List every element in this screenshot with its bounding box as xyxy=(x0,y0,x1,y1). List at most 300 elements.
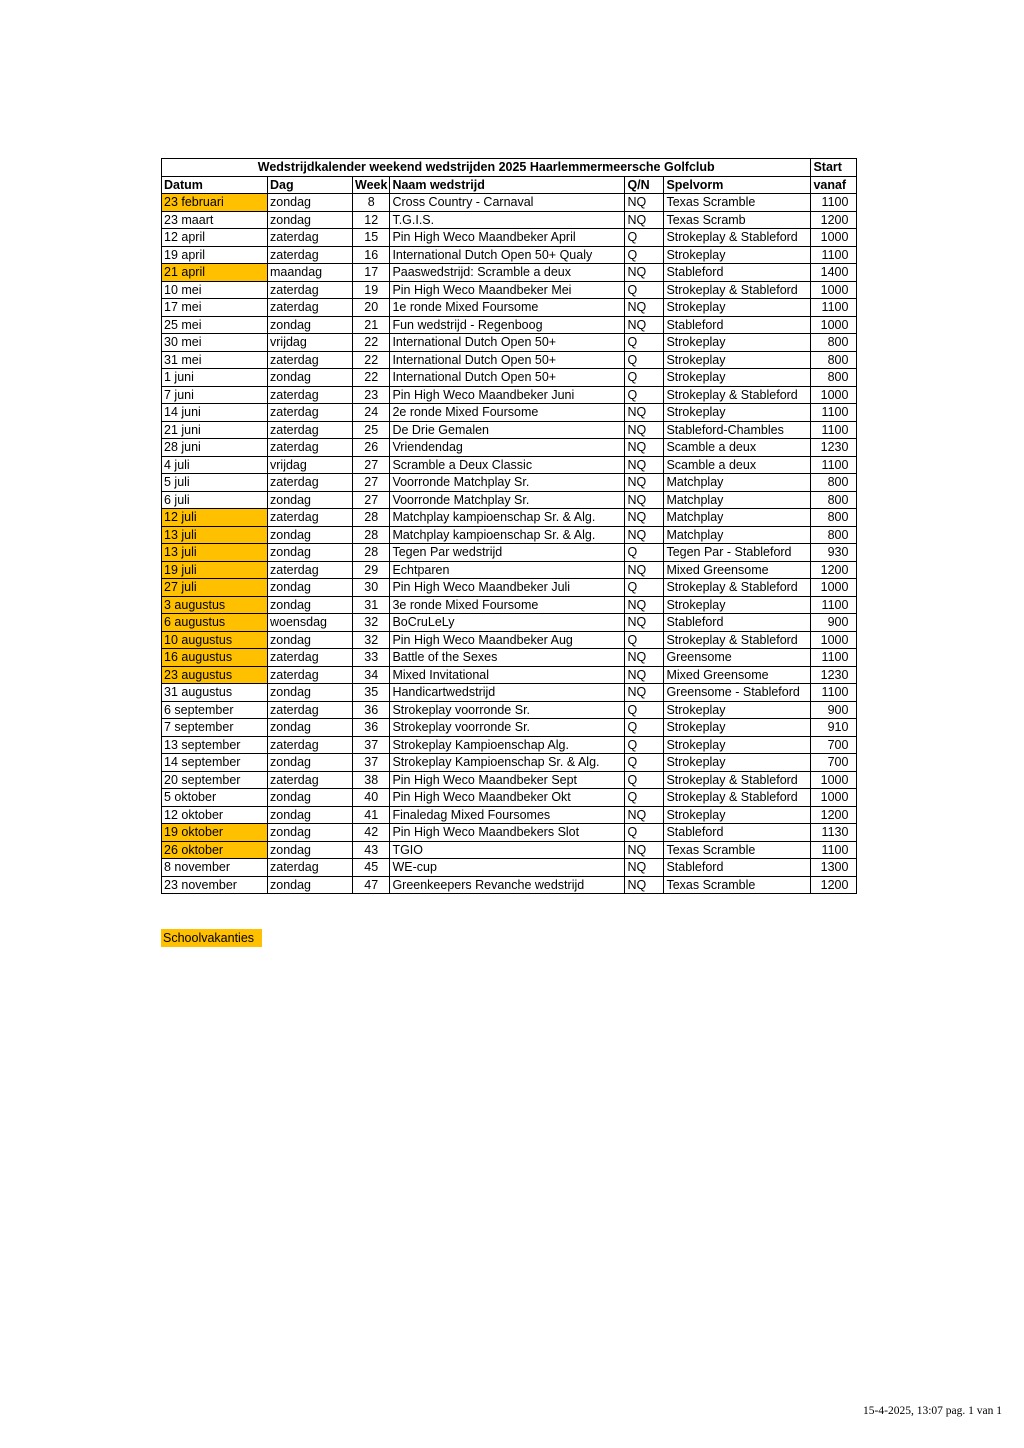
cell-datum: 27 juli xyxy=(162,579,268,597)
cell-dag: zaterdag xyxy=(268,771,353,789)
cell-datum: 21 april xyxy=(162,264,268,282)
cell-datum: 6 augustus xyxy=(162,614,268,632)
cell-qn: Q xyxy=(625,246,664,264)
table-row xyxy=(162,351,857,369)
cell-start: 1130 xyxy=(811,824,857,842)
cell-week: 45 xyxy=(353,859,390,877)
cell-dag: zaterdag xyxy=(268,509,353,527)
table-row xyxy=(162,369,857,387)
cell-dag: vrijdag xyxy=(268,456,353,474)
cell-datum: 28 juni xyxy=(162,439,268,457)
cell-datum: 13 juli xyxy=(162,526,268,544)
cell-spelvorm: Stableford xyxy=(664,824,811,842)
cell-qn: NQ xyxy=(625,474,664,492)
cell-spelvorm: Strokeplay & Stableford xyxy=(664,281,811,299)
cell-spelvorm: Stableford xyxy=(664,859,811,877)
cell-week: 33 xyxy=(353,649,390,667)
cell-start: 1000 xyxy=(811,316,857,334)
cell-dag: zondag xyxy=(268,841,353,859)
table-body xyxy=(162,194,857,894)
cell-week: 32 xyxy=(353,631,390,649)
cell-datum: 10 augustus xyxy=(162,631,268,649)
cell-start: 1100 xyxy=(811,299,857,317)
cell-week: 37 xyxy=(353,754,390,772)
cell-qn: Q xyxy=(625,754,664,772)
table-row xyxy=(162,631,857,649)
cell-datum: 12 april xyxy=(162,229,268,247)
table-row xyxy=(162,456,857,474)
cell-naam: Echtparen xyxy=(390,561,625,579)
cell-dag: zaterdag xyxy=(268,701,353,719)
cell-qn: NQ xyxy=(625,684,664,702)
cell-start: 1000 xyxy=(811,579,857,597)
cell-qn: NQ xyxy=(625,456,664,474)
cell-dag: zondag xyxy=(268,806,353,824)
cell-dag: zondag xyxy=(268,789,353,807)
cell-week: 43 xyxy=(353,841,390,859)
cell-naam: International Dutch Open 50+ xyxy=(390,334,625,352)
competition-calendar-table xyxy=(161,158,857,894)
cell-spelvorm: Strokeplay & Stableford xyxy=(664,789,811,807)
cell-qn: NQ xyxy=(625,806,664,824)
cell-datum: 21 juni xyxy=(162,421,268,439)
cell-dag: zondag xyxy=(268,194,353,212)
cell-naam: T.G.I.S. xyxy=(390,211,625,229)
cell-datum: 13 juli xyxy=(162,544,268,562)
cell-dag: zaterdag xyxy=(268,439,353,457)
table-row xyxy=(162,229,857,247)
cell-datum: 6 juli xyxy=(162,491,268,509)
cell-dag: zondag xyxy=(268,719,353,737)
cell-spelvorm: Strokeplay & Stableford xyxy=(664,579,811,597)
cell-datum: 31 augustus xyxy=(162,684,268,702)
cell-qn: NQ xyxy=(625,614,664,632)
legend-school-holidays: Schoolvakanties xyxy=(161,929,262,947)
table-row xyxy=(162,386,857,404)
cell-week: 32 xyxy=(353,614,390,632)
cell-start: 900 xyxy=(811,701,857,719)
cell-qn: NQ xyxy=(625,211,664,229)
cell-naam: Tegen Par wedstrijd xyxy=(390,544,625,562)
cell-datum: 7 juni xyxy=(162,386,268,404)
cell-week: 34 xyxy=(353,666,390,684)
table-row xyxy=(162,806,857,824)
cell-naam: Pin High Weco Maandbeker Sept xyxy=(390,771,625,789)
cell-start: 800 xyxy=(811,334,857,352)
cell-naam: Handicartwedstrijd xyxy=(390,684,625,702)
cell-datum: 23 maart xyxy=(162,211,268,229)
cell-week: 31 xyxy=(353,596,390,614)
cell-naam: TGIO xyxy=(390,841,625,859)
cell-week: 47 xyxy=(353,876,390,894)
cell-naam: Pin High Weco Maandbeker Mei xyxy=(390,281,625,299)
cell-naam: Mixed Invitational xyxy=(390,666,625,684)
cell-start: 1100 xyxy=(811,684,857,702)
cell-naam: WE-cup xyxy=(390,859,625,877)
table-row xyxy=(162,579,857,597)
cell-start: 1100 xyxy=(811,246,857,264)
cell-dag: zaterdag xyxy=(268,859,353,877)
cell-qn: Q xyxy=(625,351,664,369)
cell-naam: Finaledag Mixed Foursomes xyxy=(390,806,625,824)
table-row xyxy=(162,211,857,229)
table-row xyxy=(162,701,857,719)
cell-naam: Scramble a Deux Classic xyxy=(390,456,625,474)
cell-spelvorm: Stableford xyxy=(664,316,811,334)
cell-spelvorm: Greensome - Stableford xyxy=(664,684,811,702)
cell-week: 24 xyxy=(353,404,390,422)
cell-start: 1000 xyxy=(811,631,857,649)
cell-datum: 14 september xyxy=(162,754,268,772)
cell-week: 23 xyxy=(353,386,390,404)
cell-qn: Q xyxy=(625,789,664,807)
cell-qn: Q xyxy=(625,771,664,789)
table-row xyxy=(162,789,857,807)
cell-datum: 26 oktober xyxy=(162,841,268,859)
cell-dag: zondag xyxy=(268,684,353,702)
cell-qn: Q xyxy=(625,824,664,842)
table-row xyxy=(162,246,857,264)
cell-start: 800 xyxy=(811,491,857,509)
cell-week: 28 xyxy=(353,509,390,527)
cell-qn: NQ xyxy=(625,859,664,877)
table-row xyxy=(162,841,857,859)
cell-spelvorm: Strokeplay xyxy=(664,334,811,352)
cell-week: 25 xyxy=(353,421,390,439)
cell-dag: zaterdag xyxy=(268,281,353,299)
header-dag: Dag xyxy=(268,176,353,194)
cell-datum: 19 oktober xyxy=(162,824,268,842)
table-row xyxy=(162,509,857,527)
cell-datum: 12 oktober xyxy=(162,806,268,824)
cell-spelvorm: Scamble a deux xyxy=(664,456,811,474)
cell-qn: NQ xyxy=(625,561,664,579)
cell-start: 800 xyxy=(811,474,857,492)
cell-naam: Strokeplay Kampioenschap Sr. & Alg. xyxy=(390,754,625,772)
cell-dag: zondag xyxy=(268,824,353,842)
cell-week: 22 xyxy=(353,369,390,387)
cell-dag: zaterdag xyxy=(268,229,353,247)
cell-datum: 8 november xyxy=(162,859,268,877)
cell-datum: 12 juli xyxy=(162,509,268,527)
start-header-top: Start xyxy=(811,159,857,177)
cell-datum: 19 juli xyxy=(162,561,268,579)
cell-week: 16 xyxy=(353,246,390,264)
cell-spelvorm: Strokeplay xyxy=(664,369,811,387)
cell-spelvorm: Stableford-Chambles xyxy=(664,421,811,439)
cell-start: 700 xyxy=(811,754,857,772)
table-row xyxy=(162,281,857,299)
cell-spelvorm: Scamble a deux xyxy=(664,439,811,457)
cell-spelvorm: Stableford xyxy=(664,264,811,282)
cell-spelvorm: Tegen Par - Stableford xyxy=(664,544,811,562)
cell-naam: Pin High Weco Maandbeker Okt xyxy=(390,789,625,807)
cell-spelvorm: Texas Scramble xyxy=(664,841,811,859)
cell-spelvorm: Strokeplay xyxy=(664,299,811,317)
cell-datum: 30 mei xyxy=(162,334,268,352)
table-row xyxy=(162,421,857,439)
cell-dag: zaterdag xyxy=(268,299,353,317)
cell-datum: 20 september xyxy=(162,771,268,789)
cell-spelvorm: Mixed Greensome xyxy=(664,561,811,579)
header-qn: Q/N xyxy=(625,176,664,194)
cell-spelvorm: Texas Scramble xyxy=(664,876,811,894)
cell-dag: zondag xyxy=(268,211,353,229)
cell-datum: 1 juni xyxy=(162,369,268,387)
cell-qn: NQ xyxy=(625,194,664,212)
cell-datum: 13 september xyxy=(162,736,268,754)
cell-start: 800 xyxy=(811,509,857,527)
table-row xyxy=(162,666,857,684)
cell-dag: zaterdag xyxy=(268,404,353,422)
cell-qn: NQ xyxy=(625,649,664,667)
cell-week: 30 xyxy=(353,579,390,597)
cell-week: 40 xyxy=(353,789,390,807)
cell-datum: 19 april xyxy=(162,246,268,264)
cell-naam: Strokeplay voorronde Sr. xyxy=(390,719,625,737)
cell-qn: Q xyxy=(625,229,664,247)
cell-week: 36 xyxy=(353,701,390,719)
cell-naam: Paaswedstrijd: Scramble a deux xyxy=(390,264,625,282)
cell-dag: zondag xyxy=(268,316,353,334)
table-row xyxy=(162,264,857,282)
header-week: Week xyxy=(353,176,390,194)
cell-naam: Matchplay kampioenschap Sr. & Alg. xyxy=(390,509,625,527)
cell-start: 1000 xyxy=(811,789,857,807)
cell-start: 1200 xyxy=(811,876,857,894)
table-row xyxy=(162,544,857,562)
cell-spelvorm: Strokeplay xyxy=(664,736,811,754)
cell-datum: 4 juli xyxy=(162,456,268,474)
cell-dag: zondag xyxy=(268,491,353,509)
cell-spelvorm: Matchplay xyxy=(664,491,811,509)
table-row xyxy=(162,334,857,352)
cell-qn: Q xyxy=(625,719,664,737)
cell-datum: 10 mei xyxy=(162,281,268,299)
cell-spelvorm: Strokeplay & Stableford xyxy=(664,631,811,649)
cell-start: 1100 xyxy=(811,841,857,859)
cell-qn: Q xyxy=(625,701,664,719)
cell-datum: 6 september xyxy=(162,701,268,719)
cell-start: 1100 xyxy=(811,421,857,439)
cell-week: 20 xyxy=(353,299,390,317)
cell-datum: 23 augustus xyxy=(162,666,268,684)
cell-week: 27 xyxy=(353,491,390,509)
cell-qn: NQ xyxy=(625,876,664,894)
cell-naam: International Dutch Open 50+ xyxy=(390,369,625,387)
cell-spelvorm: Strokeplay xyxy=(664,754,811,772)
cell-spelvorm: Strokeplay xyxy=(664,701,811,719)
cell-naam: International Dutch Open 50+ xyxy=(390,351,625,369)
cell-naam: BoCruLeLy xyxy=(390,614,625,632)
cell-spelvorm: Strokeplay xyxy=(664,404,811,422)
table-row xyxy=(162,439,857,457)
cell-naam: Voorronde Matchplay Sr. xyxy=(390,474,625,492)
cell-naam: Greenkeepers Revanche wedstrijd xyxy=(390,876,625,894)
table-row xyxy=(162,561,857,579)
cell-qn: NQ xyxy=(625,596,664,614)
cell-dag: zaterdag xyxy=(268,246,353,264)
cell-dag: zondag xyxy=(268,876,353,894)
table-title: Wedstrijdkalender weekend wedstrijden 2025 Haarlemmermeersche Golfclub xyxy=(162,159,811,177)
cell-dag: zaterdag xyxy=(268,421,353,439)
cell-week: 37 xyxy=(353,736,390,754)
cell-qn: Q xyxy=(625,386,664,404)
cell-qn: NQ xyxy=(625,666,664,684)
table-row xyxy=(162,474,857,492)
cell-qn: NQ xyxy=(625,509,664,527)
page-footer: 15-4-2025, 13:07 pag. 1 van 1 xyxy=(863,1405,1002,1417)
cell-spelvorm: Stableford xyxy=(664,614,811,632)
cell-naam: Pin High Weco Maandbeker Juli xyxy=(390,579,625,597)
header-naam: Naam wedstrijd xyxy=(390,176,625,194)
cell-week: 41 xyxy=(353,806,390,824)
cell-qn: NQ xyxy=(625,404,664,422)
cell-dag: zondag xyxy=(268,754,353,772)
cell-spelvorm: Strokeplay xyxy=(664,351,811,369)
cell-spelvorm: Strokeplay & Stableford xyxy=(664,386,811,404)
cell-start: 1100 xyxy=(811,404,857,422)
cell-start: 1400 xyxy=(811,264,857,282)
cell-naam: Fun wedstrijd - Regenboog xyxy=(390,316,625,334)
cell-qn: NQ xyxy=(625,526,664,544)
table-row xyxy=(162,299,857,317)
cell-week: 35 xyxy=(353,684,390,702)
cell-start: 930 xyxy=(811,544,857,562)
cell-qn: Q xyxy=(625,579,664,597)
cell-spelvorm: Matchplay xyxy=(664,474,811,492)
cell-qn: NQ xyxy=(625,421,664,439)
cell-start: 1100 xyxy=(811,194,857,212)
cell-week: 15 xyxy=(353,229,390,247)
cell-spelvorm: Greensome xyxy=(664,649,811,667)
cell-naam: Battle of the Sexes xyxy=(390,649,625,667)
cell-datum: 17 mei xyxy=(162,299,268,317)
cell-qn: NQ xyxy=(625,491,664,509)
cell-week: 12 xyxy=(353,211,390,229)
cell-spelvorm: Matchplay xyxy=(664,526,811,544)
cell-week: 28 xyxy=(353,526,390,544)
cell-start: 1100 xyxy=(811,596,857,614)
cell-qn: NQ xyxy=(625,316,664,334)
cell-start: 800 xyxy=(811,526,857,544)
cell-start: 1200 xyxy=(811,561,857,579)
table-row xyxy=(162,754,857,772)
cell-naam: Pin High Weco Maandbeker Juni xyxy=(390,386,625,404)
cell-start: 800 xyxy=(811,351,857,369)
table-row xyxy=(162,876,857,894)
cell-datum: 3 augustus xyxy=(162,596,268,614)
cell-week: 17 xyxy=(353,264,390,282)
cell-start: 1300 xyxy=(811,859,857,877)
cell-naam: 2e ronde Mixed Foursome xyxy=(390,404,625,422)
table-row xyxy=(162,596,857,614)
cell-naam: Strokeplay Kampioenschap Alg. xyxy=(390,736,625,754)
cell-qn: Q xyxy=(625,281,664,299)
cell-spelvorm: Strokeplay xyxy=(664,719,811,737)
table-row xyxy=(162,526,857,544)
cell-qn: Q xyxy=(625,334,664,352)
cell-week: 42 xyxy=(353,824,390,842)
table-row xyxy=(162,719,857,737)
cell-spelvorm: Strokeplay & Stableford xyxy=(664,229,811,247)
cell-qn: NQ xyxy=(625,439,664,457)
cell-datum: 5 oktober xyxy=(162,789,268,807)
cell-naam: Voorronde Matchplay Sr. xyxy=(390,491,625,509)
cell-naam: Strokeplay voorronde Sr. xyxy=(390,701,625,719)
cell-week: 19 xyxy=(353,281,390,299)
cell-spelvorm: Mixed Greensome xyxy=(664,666,811,684)
cell-spelvorm: Strokeplay xyxy=(664,246,811,264)
cell-start: 1230 xyxy=(811,666,857,684)
cell-week: 36 xyxy=(353,719,390,737)
cell-naam: Pin High Weco Maandbeker Aug xyxy=(390,631,625,649)
cell-datum: 23 februari xyxy=(162,194,268,212)
cell-start: 800 xyxy=(811,369,857,387)
cell-spelvorm: Texas Scramb xyxy=(664,211,811,229)
cell-week: 22 xyxy=(353,334,390,352)
table-row xyxy=(162,649,857,667)
cell-qn: NQ xyxy=(625,841,664,859)
cell-start: 900 xyxy=(811,614,857,632)
cell-start: 1000 xyxy=(811,281,857,299)
cell-week: 26 xyxy=(353,439,390,457)
cell-naam: 1e ronde Mixed Foursome xyxy=(390,299,625,317)
cell-dag: zaterdag xyxy=(268,649,353,667)
table-row xyxy=(162,614,857,632)
cell-naam: 3e ronde Mixed Foursome xyxy=(390,596,625,614)
cell-dag: zondag xyxy=(268,579,353,597)
header-spelvorm: Spelvorm xyxy=(664,176,811,194)
table-row xyxy=(162,736,857,754)
cell-naam: Vriendendag xyxy=(390,439,625,457)
cell-spelvorm: Strokeplay xyxy=(664,806,811,824)
table-row xyxy=(162,316,857,334)
cell-qn: Q xyxy=(625,736,664,754)
cell-start: 1000 xyxy=(811,229,857,247)
header-vanaf: vanaf xyxy=(811,176,857,194)
cell-week: 38 xyxy=(353,771,390,789)
table-row xyxy=(162,859,857,877)
cell-qn: NQ xyxy=(625,299,664,317)
cell-datum: 23 november xyxy=(162,876,268,894)
cell-spelvorm: Strokeplay xyxy=(664,596,811,614)
cell-start: 910 xyxy=(811,719,857,737)
table-row xyxy=(162,491,857,509)
cell-qn: Q xyxy=(625,544,664,562)
cell-naam: Matchplay kampioenschap Sr. & Alg. xyxy=(390,526,625,544)
table-row xyxy=(162,404,857,422)
cell-dag: zondag xyxy=(268,596,353,614)
cell-week: 22 xyxy=(353,351,390,369)
cell-start: 1200 xyxy=(811,211,857,229)
cell-start: 700 xyxy=(811,736,857,754)
table-row xyxy=(162,771,857,789)
cell-naam: Pin High Weco Maandbekers Slot xyxy=(390,824,625,842)
cell-dag: zaterdag xyxy=(268,666,353,684)
cell-dag: maandag xyxy=(268,264,353,282)
cell-dag: zaterdag xyxy=(268,561,353,579)
cell-start: 1000 xyxy=(811,771,857,789)
cell-start: 1200 xyxy=(811,806,857,824)
cell-dag: zondag xyxy=(268,544,353,562)
cell-week: 29 xyxy=(353,561,390,579)
cell-qn: Q xyxy=(625,631,664,649)
cell-week: 27 xyxy=(353,474,390,492)
cell-dag: zondag xyxy=(268,369,353,387)
cell-dag: zaterdag xyxy=(268,351,353,369)
cell-dag: zaterdag xyxy=(268,736,353,754)
